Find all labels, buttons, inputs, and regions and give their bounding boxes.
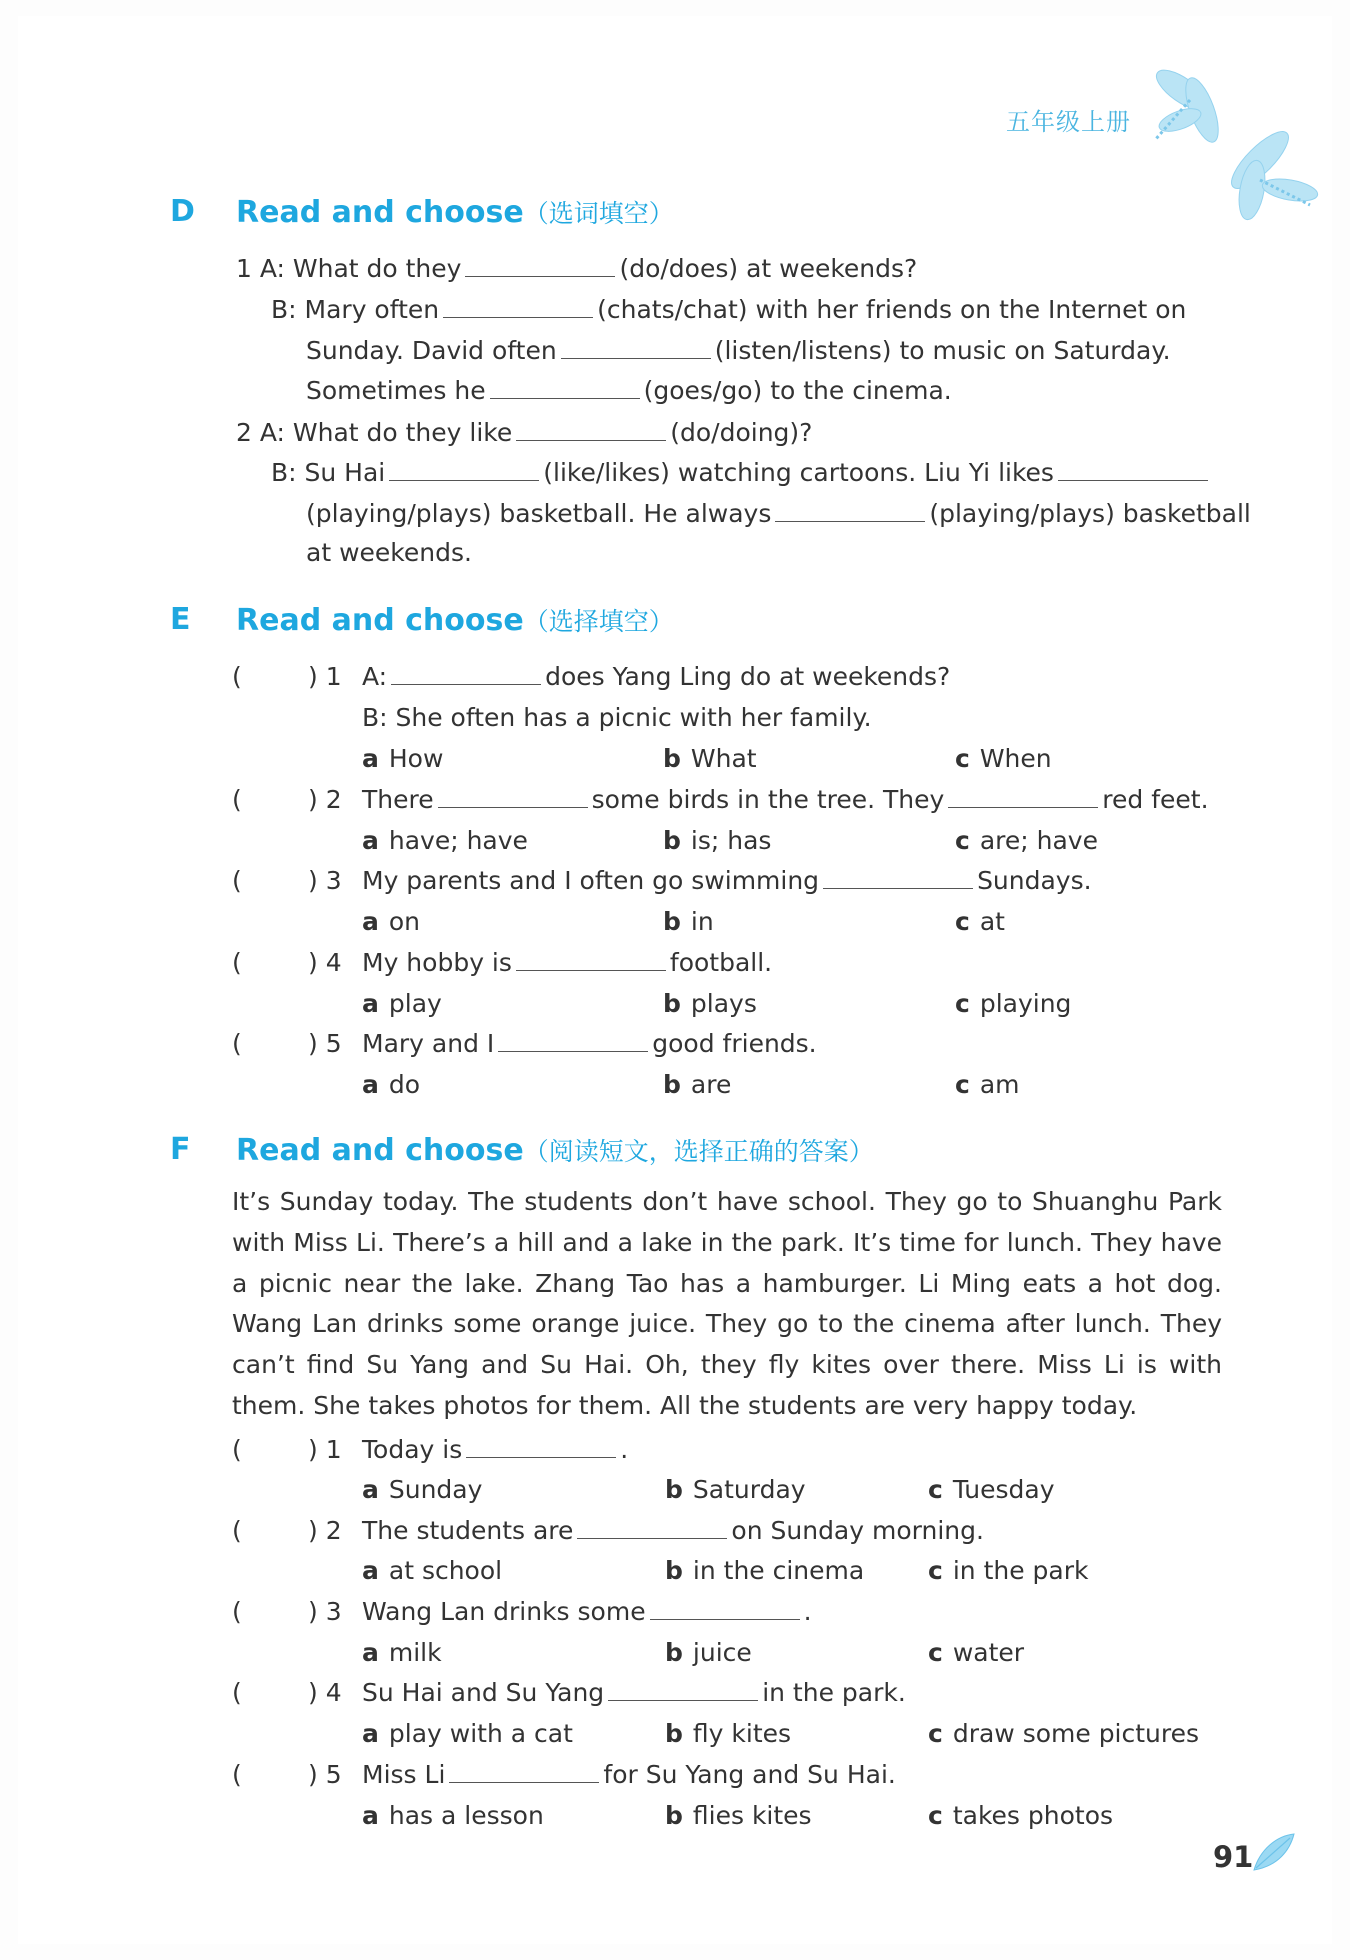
question-number: ) 3 xyxy=(308,1597,342,1626)
answer-blank[interactable] xyxy=(498,1029,648,1052)
answer-blank[interactable] xyxy=(391,662,541,685)
f-question-5: Miss Li for Su Yang and Su Hai. xyxy=(362,1760,896,1789)
question-number: ) 1 xyxy=(308,662,342,691)
answer-blank[interactable] xyxy=(516,418,666,441)
answer-bracket[interactable]: ( xyxy=(232,662,242,691)
d-line-4: Sometimes he (goes/go) to the cinema. xyxy=(306,376,952,405)
option-a[interactable]: a play xyxy=(362,989,442,1018)
answer-bracket[interactable]: ( xyxy=(232,1435,242,1464)
answer-bracket[interactable]: ( xyxy=(232,1516,242,1545)
answer-bracket[interactable]: ( xyxy=(232,1678,242,1707)
f-question-4: Su Hai and Su Yang in the park. xyxy=(362,1678,906,1707)
answer-blank[interactable] xyxy=(577,1516,727,1539)
section-f-letter: F xyxy=(170,1132,191,1167)
answer-bracket[interactable]: ( xyxy=(232,1760,242,1789)
option-c[interactable]: c When xyxy=(955,744,1052,773)
option-c[interactable]: c playing xyxy=(955,989,1072,1018)
answer-bracket[interactable]: ( xyxy=(232,785,242,814)
reading-passage: It’s Sunday today. The students don’t have school. They go to Shuanghu Park with Miss Li. There’s a hill and a lake in the park. It’s time for lunch. They have a picnic near the lake. Zhang Tao has a hamburger. Li Ming eats a hot dog. Wang Lan drinks some orange juice. They go to the cinema after lunch. They can’t find Su Yang and Su Hai. Oh, they fly kites over there. Miss Li is with them. She takes photos for them. All the students are very happy today. xyxy=(232,1187,1222,1420)
d-line-7: (playing/plays) basketball. He always (playing/plays) basketball xyxy=(306,499,1251,528)
answer-blank[interactable] xyxy=(466,1435,616,1458)
section-e-title: Read and choose（选择填空） xyxy=(236,603,674,638)
grade-label: 五年级上册 xyxy=(1006,108,1131,136)
section-d-title: Read and choose（选词填空） xyxy=(236,195,674,230)
section-f-title: Read and choose（阅读短文，选择正确的答案） xyxy=(236,1133,874,1168)
d-line-6: B: Su Hai (like/likes) watching cartoons. Liu Yi likes xyxy=(271,458,1212,487)
answer-blank[interactable] xyxy=(1058,458,1208,481)
question-number: ) 4 xyxy=(308,1678,342,1707)
answer-blank[interactable] xyxy=(389,458,539,481)
option-c[interactable]: c water xyxy=(928,1638,1025,1667)
option-b[interactable]: b What xyxy=(663,744,757,773)
f-question-1: Today is . xyxy=(362,1435,629,1464)
option-c[interactable]: c are; have xyxy=(955,826,1098,855)
option-c[interactable]: c in the park xyxy=(928,1556,1089,1585)
option-c[interactable]: c takes photos xyxy=(928,1801,1114,1830)
answer-bracket[interactable]: ( xyxy=(232,948,242,977)
d-line-2: B: Mary often (chats/chat) with her friends on the Internet on xyxy=(271,295,1187,324)
answer-blank[interactable] xyxy=(465,254,615,277)
d-line-1: 1 A: What do they (do/does) at weekends? xyxy=(236,254,918,283)
option-b[interactable]: b flies kites xyxy=(665,1801,812,1830)
dragonfly-decoration-icon xyxy=(1140,40,1330,240)
answer-blank[interactable] xyxy=(449,1760,599,1783)
question-number: ) 5 xyxy=(308,1760,342,1789)
question-number: ) 2 xyxy=(308,785,342,814)
option-a[interactable]: a do xyxy=(362,1070,421,1099)
answer-bracket[interactable]: ( xyxy=(232,866,242,895)
option-b[interactable]: b fly kites xyxy=(665,1719,792,1748)
option-b[interactable]: b Saturday xyxy=(665,1475,806,1504)
d-line-8: at weekends. xyxy=(306,538,472,567)
option-a[interactable]: a have; have xyxy=(362,826,528,855)
answer-blank[interactable] xyxy=(608,1678,758,1701)
section-d-letter: D xyxy=(170,194,195,229)
option-a[interactable]: a on xyxy=(362,907,421,936)
option-c[interactable]: c Tuesday xyxy=(928,1475,1055,1504)
option-a[interactable]: a has a lesson xyxy=(362,1801,544,1830)
option-c[interactable]: c am xyxy=(955,1070,1020,1099)
option-c[interactable]: c at xyxy=(955,907,1005,936)
answer-blank[interactable] xyxy=(490,376,640,399)
f-question-3: Wang Lan drinks some . xyxy=(362,1597,812,1626)
answer-blank[interactable] xyxy=(561,336,711,359)
option-a[interactable]: a How xyxy=(362,744,444,773)
option-b[interactable]: b juice xyxy=(665,1638,752,1667)
section-e-letter: E xyxy=(170,602,191,637)
question-number: ) 1 xyxy=(308,1435,342,1464)
option-c[interactable]: c draw some pictures xyxy=(928,1719,1200,1748)
e-question-1: A: does Yang Ling do at weekends? xyxy=(362,662,951,691)
d-line-5: 2 A: What do they like (do/doing)? xyxy=(236,418,813,447)
option-a[interactable]: a at school xyxy=(362,1556,503,1585)
d-line-3: Sunday. David often (listen/listens) to music on Saturday. xyxy=(306,336,1171,365)
question-number: ) 3 xyxy=(308,866,342,895)
f-question-2: The students are on Sunday morning. xyxy=(362,1516,984,1545)
page-number: 91 xyxy=(1213,1840,1254,1874)
answer-blank[interactable] xyxy=(438,785,588,808)
option-a[interactable]: a Sunday xyxy=(362,1475,483,1504)
option-b[interactable]: b in xyxy=(663,907,714,936)
e-question-3: My parents and I often go swimming Sundays. xyxy=(362,866,1092,895)
option-b[interactable]: b are xyxy=(663,1070,732,1099)
e-question-4: My hobby is football. xyxy=(362,948,773,977)
answer-bracket[interactable]: ( xyxy=(232,1029,242,1058)
option-b[interactable]: b is; has xyxy=(663,826,772,855)
e-question-1-extra: B: She often has a picnic with her family. xyxy=(362,703,872,732)
option-a[interactable]: a play with a cat xyxy=(362,1719,573,1748)
answer-blank[interactable] xyxy=(775,499,925,522)
leaf-icon xyxy=(1250,1830,1298,1874)
question-number: ) 2 xyxy=(308,1516,342,1545)
e-question-2: There some birds in the tree. They red feet. xyxy=(362,785,1209,814)
option-b[interactable]: b in the cinema xyxy=(665,1556,865,1585)
option-b[interactable]: b plays xyxy=(663,989,757,1018)
question-number: ) 4 xyxy=(308,948,342,977)
question-number: ) 5 xyxy=(308,1029,342,1058)
answer-blank[interactable] xyxy=(650,1597,800,1620)
answer-blank[interactable] xyxy=(823,866,973,889)
answer-bracket[interactable]: ( xyxy=(232,1597,242,1626)
answer-blank[interactable] xyxy=(516,948,666,971)
answer-blank[interactable] xyxy=(443,295,593,318)
answer-blank[interactable] xyxy=(948,785,1098,808)
option-a[interactable]: a milk xyxy=(362,1638,442,1667)
e-question-5: Mary and I good friends. xyxy=(362,1029,817,1058)
